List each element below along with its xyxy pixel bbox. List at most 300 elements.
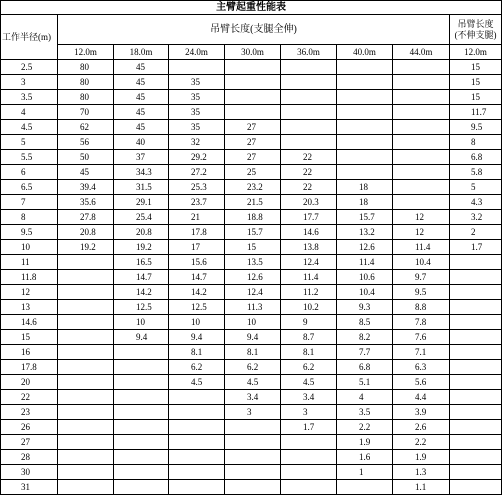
unextended-capacity-cell (450, 270, 502, 285)
boom-length-cell: 36.0m (281, 45, 337, 60)
capacity-cell (58, 405, 114, 420)
capacity-cell (393, 195, 450, 210)
unextended-capacity-cell (450, 435, 502, 450)
table-row (1, 360, 502, 375)
capacity-cell: 11.4 (393, 240, 450, 255)
capacity-cell (58, 285, 114, 300)
capacity-cell: 11.3 (225, 300, 281, 315)
table-row (1, 60, 502, 75)
capacity-cell: 10.2 (281, 300, 337, 315)
title-row (1, 1, 502, 15)
capacity-cell (393, 105, 450, 120)
capacity-cell: 15.7 (225, 225, 281, 240)
radius-cell: 3 (1, 75, 58, 90)
capacity-cell: 3 (225, 405, 281, 420)
capacity-cell (281, 120, 337, 135)
radius-cell: 22 (1, 390, 58, 405)
capacity-cell: 13.2 (337, 225, 393, 240)
radius-cell: 11.8 (1, 270, 58, 285)
table-title: 主臂起重性能表 (1, 1, 502, 15)
capacity-cell (393, 150, 450, 165)
capacity-cell: 9.4 (114, 330, 169, 345)
unextended-length-cell: 12.0m (450, 45, 502, 60)
capacity-cell: 23.7 (169, 195, 225, 210)
capacity-cell: 9.4 (169, 330, 225, 345)
capacity-cell: 1.7 (281, 420, 337, 435)
capacity-cell: 21 (169, 210, 225, 225)
radius-cell: 20 (1, 375, 58, 390)
capacity-cell: 6.2 (225, 360, 281, 375)
capacity-cell: 12.4 (281, 255, 337, 270)
unextended-capacity-cell: 2 (450, 225, 502, 240)
capacity-cell (281, 60, 337, 75)
radius-cell: 9.5 (1, 225, 58, 240)
unextended-header (450, 15, 502, 45)
capacity-cell (114, 360, 169, 375)
capacity-cell: 4.5 (225, 375, 281, 390)
capacity-cell (58, 420, 114, 435)
capacity-cell: 23.2 (225, 180, 281, 195)
capacity-cell: 15 (225, 240, 281, 255)
capacity-cell: 17.8 (169, 225, 225, 240)
radius-cell: 3.5 (1, 90, 58, 105)
table-row (1, 450, 502, 465)
radius-cell: 2.5 (1, 60, 58, 75)
table-row (1, 345, 502, 360)
capacity-cell: 35 (169, 75, 225, 90)
unextended-capacity-cell (450, 375, 502, 390)
capacity-cell: 8.1 (281, 345, 337, 360)
radius-cell: 4.5 (1, 120, 58, 135)
capacity-cell (169, 435, 225, 450)
capacity-cell: 11.2 (281, 285, 337, 300)
capacity-cell: 12.6 (225, 270, 281, 285)
capacity-cell: 50 (58, 150, 114, 165)
capacity-cell: 10 (225, 315, 281, 330)
unextended-capacity-cell (450, 480, 502, 495)
capacity-cell (225, 60, 281, 75)
capacity-cell (58, 315, 114, 330)
radius-cell: 4 (1, 105, 58, 120)
capacity-cell (393, 180, 450, 195)
capacity-cell (114, 480, 169, 495)
radius-cell: 30 (1, 465, 58, 480)
capacity-cell (337, 60, 393, 75)
unextended-capacity-cell (450, 300, 502, 315)
capacity-cell: 8.5 (337, 315, 393, 330)
radius-cell: 14.6 (1, 315, 58, 330)
capacity-cell: 2.2 (337, 420, 393, 435)
capacity-cell: 2.6 (393, 420, 450, 435)
unextended-capacity-cell: 6.8 (450, 150, 502, 165)
boom-length-cell: 44.0m (393, 45, 450, 60)
capacity-cell (114, 450, 169, 465)
table-row (1, 390, 502, 405)
capacity-cell: 22 (281, 150, 337, 165)
capacity-cell: 3 (281, 405, 337, 420)
capacity-cell: 62 (58, 120, 114, 135)
radius-cell: 6.5 (1, 180, 58, 195)
capacity-cell: 35 (169, 120, 225, 135)
capacity-cell: 3.5 (337, 405, 393, 420)
capacity-cell: 3.4 (225, 390, 281, 405)
table-row (1, 330, 502, 345)
capacity-cell: 1.1 (393, 480, 450, 495)
unextended-capacity-cell: 3.2 (450, 210, 502, 225)
capacity-cell (337, 165, 393, 180)
capacity-cell (58, 435, 114, 450)
capacity-cell: 14.7 (114, 270, 169, 285)
capacity-cell (114, 390, 169, 405)
capacity-cell: 4.5 (281, 375, 337, 390)
capacity-cell: 12 (393, 210, 450, 225)
unextended-capacity-cell (450, 360, 502, 375)
radius-cell: 12 (1, 285, 58, 300)
table-row (1, 180, 502, 195)
capacity-cell: 18 (337, 180, 393, 195)
radius-cell: 11 (1, 255, 58, 270)
radius-cell: 17.8 (1, 360, 58, 375)
capacity-cell: 14.2 (169, 285, 225, 300)
boom-length-cell: 30.0m (225, 45, 281, 60)
capacity-cell: 12.4 (225, 285, 281, 300)
capacity-cell (281, 105, 337, 120)
table-row (1, 120, 502, 135)
capacity-cell: 80 (58, 75, 114, 90)
radius-cell: 6 (1, 165, 58, 180)
capacity-cell: 35.6 (58, 195, 114, 210)
table-row (1, 210, 502, 225)
capacity-cell (169, 450, 225, 465)
capacity-cell (114, 375, 169, 390)
capacity-cell: 34.3 (114, 165, 169, 180)
capacity-cell: 7.6 (393, 330, 450, 345)
table-row (1, 405, 502, 420)
capacity-cell: 6.2 (281, 360, 337, 375)
capacity-cell: 2.2 (393, 435, 450, 450)
capacity-cell (58, 390, 114, 405)
capacity-cell: 20.8 (58, 225, 114, 240)
capacity-cell (225, 75, 281, 90)
unextended-header-line-2: (不伸支腿) (454, 29, 497, 40)
capacity-cell: 1.9 (393, 450, 450, 465)
unextended-capacity-cell: 9.5 (450, 120, 502, 135)
capacity-cell: 10.4 (393, 255, 450, 270)
capacity-cell (225, 465, 281, 480)
capacity-cell: 22 (281, 165, 337, 180)
boom-length-cell: 12.0m (58, 45, 114, 60)
capacity-cell: 1.3 (393, 465, 450, 480)
capacity-cell: 15.6 (169, 255, 225, 270)
unextended-capacity-cell: 15 (450, 60, 502, 75)
capacity-cell (337, 75, 393, 90)
capacity-cell: 22 (281, 180, 337, 195)
capacity-cell: 10 (169, 315, 225, 330)
capacity-cell: 18 (337, 195, 393, 210)
capacity-cell (393, 75, 450, 90)
table-row (1, 90, 502, 105)
capacity-cell (169, 60, 225, 75)
capacity-cell (337, 480, 393, 495)
capacity-cell: 5.6 (393, 375, 450, 390)
header-row-1 (1, 15, 502, 45)
capacity-cell (281, 450, 337, 465)
capacity-cell: 4.4 (393, 390, 450, 405)
capacity-cell: 1 (337, 465, 393, 480)
table-row (1, 225, 502, 240)
capacity-cell (114, 435, 169, 450)
capacity-cell: 35 (169, 105, 225, 120)
capacity-cell: 45 (114, 90, 169, 105)
capacity-cell (225, 480, 281, 495)
capacity-cell: 29.1 (114, 195, 169, 210)
capacity-cell (58, 480, 114, 495)
capacity-cell: 12.6 (337, 240, 393, 255)
capacity-cell: 25 (225, 165, 281, 180)
capacity-cell: 10.4 (337, 285, 393, 300)
radius-cell: 23 (1, 405, 58, 420)
capacity-cell: 70 (58, 105, 114, 120)
capacity-cell (393, 120, 450, 135)
capacity-cell: 27.2 (169, 165, 225, 180)
unextended-capacity-cell (450, 390, 502, 405)
unextended-capacity-cell: 15 (450, 75, 502, 90)
radius-cell: 15 (1, 330, 58, 345)
table-row (1, 240, 502, 255)
table-body (1, 1, 502, 495)
capacity-cell (169, 465, 225, 480)
radius-cell: 26 (1, 420, 58, 435)
capacity-cell: 80 (58, 90, 114, 105)
capacity-cell (225, 450, 281, 465)
capacity-cell: 14.2 (114, 285, 169, 300)
capacity-cell (281, 435, 337, 450)
capacity-cell: 80 (58, 60, 114, 75)
capacity-cell: 9.5 (393, 285, 450, 300)
unextended-capacity-cell: 8 (450, 135, 502, 150)
unextended-capacity-cell: 5.8 (450, 165, 502, 180)
capacity-cell: 8.7 (281, 330, 337, 345)
capacity-cell: 16.5 (114, 255, 169, 270)
capacity-cell (58, 255, 114, 270)
unextended-capacity-cell: 1.7 (450, 240, 502, 255)
radius-cell: 8 (1, 210, 58, 225)
table-row (1, 435, 502, 450)
table-row (1, 75, 502, 90)
capacity-cell: 14.6 (281, 225, 337, 240)
capacity-cell: 11.4 (337, 255, 393, 270)
boom-length-row (1, 45, 502, 60)
capacity-cell: 19.2 (58, 240, 114, 255)
capacity-cell: 12.5 (169, 300, 225, 315)
capacity-cell (337, 120, 393, 135)
radius-cell: 5.5 (1, 150, 58, 165)
table-row (1, 315, 502, 330)
capacity-cell (393, 165, 450, 180)
unextended-capacity-cell: 5 (450, 180, 502, 195)
capacity-cell (281, 75, 337, 90)
capacity-cell: 25.3 (169, 180, 225, 195)
capacity-cell: 56 (58, 135, 114, 150)
capacity-cell: 21.5 (225, 195, 281, 210)
boom-length-cell: 40.0m (337, 45, 393, 60)
capacity-cell (58, 450, 114, 465)
table-row (1, 270, 502, 285)
capacity-cell (58, 465, 114, 480)
capacity-cell (337, 105, 393, 120)
capacity-cell: 6.3 (393, 360, 450, 375)
unextended-capacity-cell (450, 330, 502, 345)
capacity-cell (393, 90, 450, 105)
capacity-cell (114, 420, 169, 435)
radius-cell: 27 (1, 435, 58, 450)
capacity-cell: 7.8 (393, 315, 450, 330)
capacity-cell (169, 480, 225, 495)
capacity-cell: 6.8 (337, 360, 393, 375)
capacity-cell: 27 (225, 120, 281, 135)
boom-length-cell: 24.0m (169, 45, 225, 60)
radius-cell: 13 (1, 300, 58, 315)
capacity-cell (169, 405, 225, 420)
capacity-cell: 8.1 (225, 345, 281, 360)
capacity-cell (225, 90, 281, 105)
capacity-cell: 45 (114, 60, 169, 75)
capacity-cell: 18.8 (225, 210, 281, 225)
capacity-cell: 8.2 (337, 330, 393, 345)
capacity-cell: 9 (281, 315, 337, 330)
capacity-cell: 20.3 (281, 195, 337, 210)
unextended-capacity-cell (450, 465, 502, 480)
capacity-cell: 12 (393, 225, 450, 240)
capacity-cell: 45 (114, 75, 169, 90)
capacity-cell (58, 375, 114, 390)
capacity-cell: 15.7 (337, 210, 393, 225)
table-row (1, 195, 502, 210)
capacity-cell: 35 (169, 90, 225, 105)
unextended-capacity-cell (450, 405, 502, 420)
capacity-cell: 13.8 (281, 240, 337, 255)
capacity-cell: 27 (225, 135, 281, 150)
capacity-cell (281, 90, 337, 105)
unextended-header-line-1: 吊臂长度 (457, 18, 494, 29)
radius-cell: 31 (1, 480, 58, 495)
capacity-cell (337, 150, 393, 165)
capacity-cell (393, 135, 450, 150)
capacity-cell (225, 420, 281, 435)
capacity-cell: 3.9 (393, 405, 450, 420)
table-row (1, 285, 502, 300)
capacity-cell (58, 360, 114, 375)
capacity-cell: 13.5 (225, 255, 281, 270)
capacity-cell: 17.7 (281, 210, 337, 225)
capacity-cell: 40 (114, 135, 169, 150)
capacity-cell: 5.1 (337, 375, 393, 390)
table-row (1, 465, 502, 480)
table-row (1, 300, 502, 315)
capacity-cell (225, 105, 281, 120)
capacity-cell (281, 465, 337, 480)
capacity-cell (169, 420, 225, 435)
capacity-cell (58, 330, 114, 345)
capacity-cell (393, 60, 450, 75)
capacity-cell (58, 300, 114, 315)
capacity-cell: 12.5 (114, 300, 169, 315)
capacity-cell: 1.6 (337, 450, 393, 465)
capacity-cell: 7.1 (393, 345, 450, 360)
table-row (1, 420, 502, 435)
capacity-cell (169, 390, 225, 405)
capacity-cell: 32 (169, 135, 225, 150)
capacity-cell: 45 (58, 165, 114, 180)
capacity-cell: 27 (225, 150, 281, 165)
table-row (1, 165, 502, 180)
capacity-cell: 7.7 (337, 345, 393, 360)
capacity-cell: 8.1 (169, 345, 225, 360)
radius-cell: 16 (1, 345, 58, 360)
capacity-cell: 19.2 (114, 240, 169, 255)
capacity-cell: 17 (169, 240, 225, 255)
capacity-cell: 39.4 (58, 180, 114, 195)
unextended-capacity-cell: 4.3 (450, 195, 502, 210)
capacity-cell: 4 (337, 390, 393, 405)
table-row (1, 135, 502, 150)
radius-header: 工作半径(m) (1, 15, 58, 60)
capacity-cell (114, 405, 169, 420)
capacity-cell (281, 480, 337, 495)
capacity-cell: 25.4 (114, 210, 169, 225)
radius-cell: 5 (1, 135, 58, 150)
capacity-cell: 9.3 (337, 300, 393, 315)
radius-cell: 7 (1, 195, 58, 210)
capacity-cell (281, 135, 337, 150)
capacity-cell: 10.6 (337, 270, 393, 285)
capacity-cell (337, 135, 393, 150)
capacity-cell (337, 90, 393, 105)
unextended-capacity-cell: 11.7 (450, 105, 502, 120)
capacity-cell: 27.8 (58, 210, 114, 225)
unextended-capacity-cell (450, 345, 502, 360)
radius-cell: 28 (1, 450, 58, 465)
capacity-cell: 11.4 (281, 270, 337, 285)
capacity-cell: 8.8 (393, 300, 450, 315)
unextended-capacity-cell (450, 255, 502, 270)
table-row (1, 150, 502, 165)
capacity-cell: 1.9 (337, 435, 393, 450)
capacity-cell (114, 345, 169, 360)
capacity-cell: 3.4 (281, 390, 337, 405)
unextended-capacity-cell (450, 285, 502, 300)
radius-cell: 10 (1, 240, 58, 255)
table-row (1, 375, 502, 390)
capacity-cell: 6.2 (169, 360, 225, 375)
capacity-cell: 45 (114, 120, 169, 135)
capacity-cell: 37 (114, 150, 169, 165)
capacity-cell (225, 435, 281, 450)
capacity-cell: 9.4 (225, 330, 281, 345)
capacity-cell: 4.5 (169, 375, 225, 390)
capacity-cell: 9.7 (393, 270, 450, 285)
table-row (1, 480, 502, 495)
boom-length-header: 吊臂长度(支腿全伸) (58, 15, 450, 45)
capacity-cell: 29.2 (169, 150, 225, 165)
capacity-cell (114, 465, 169, 480)
capacity-cell: 20.8 (114, 225, 169, 240)
unextended-capacity-cell: 15 (450, 90, 502, 105)
capacity-cell: 10 (114, 315, 169, 330)
capacity-cell: 45 (114, 105, 169, 120)
unextended-capacity-cell (450, 315, 502, 330)
unextended-capacity-cell (450, 420, 502, 435)
